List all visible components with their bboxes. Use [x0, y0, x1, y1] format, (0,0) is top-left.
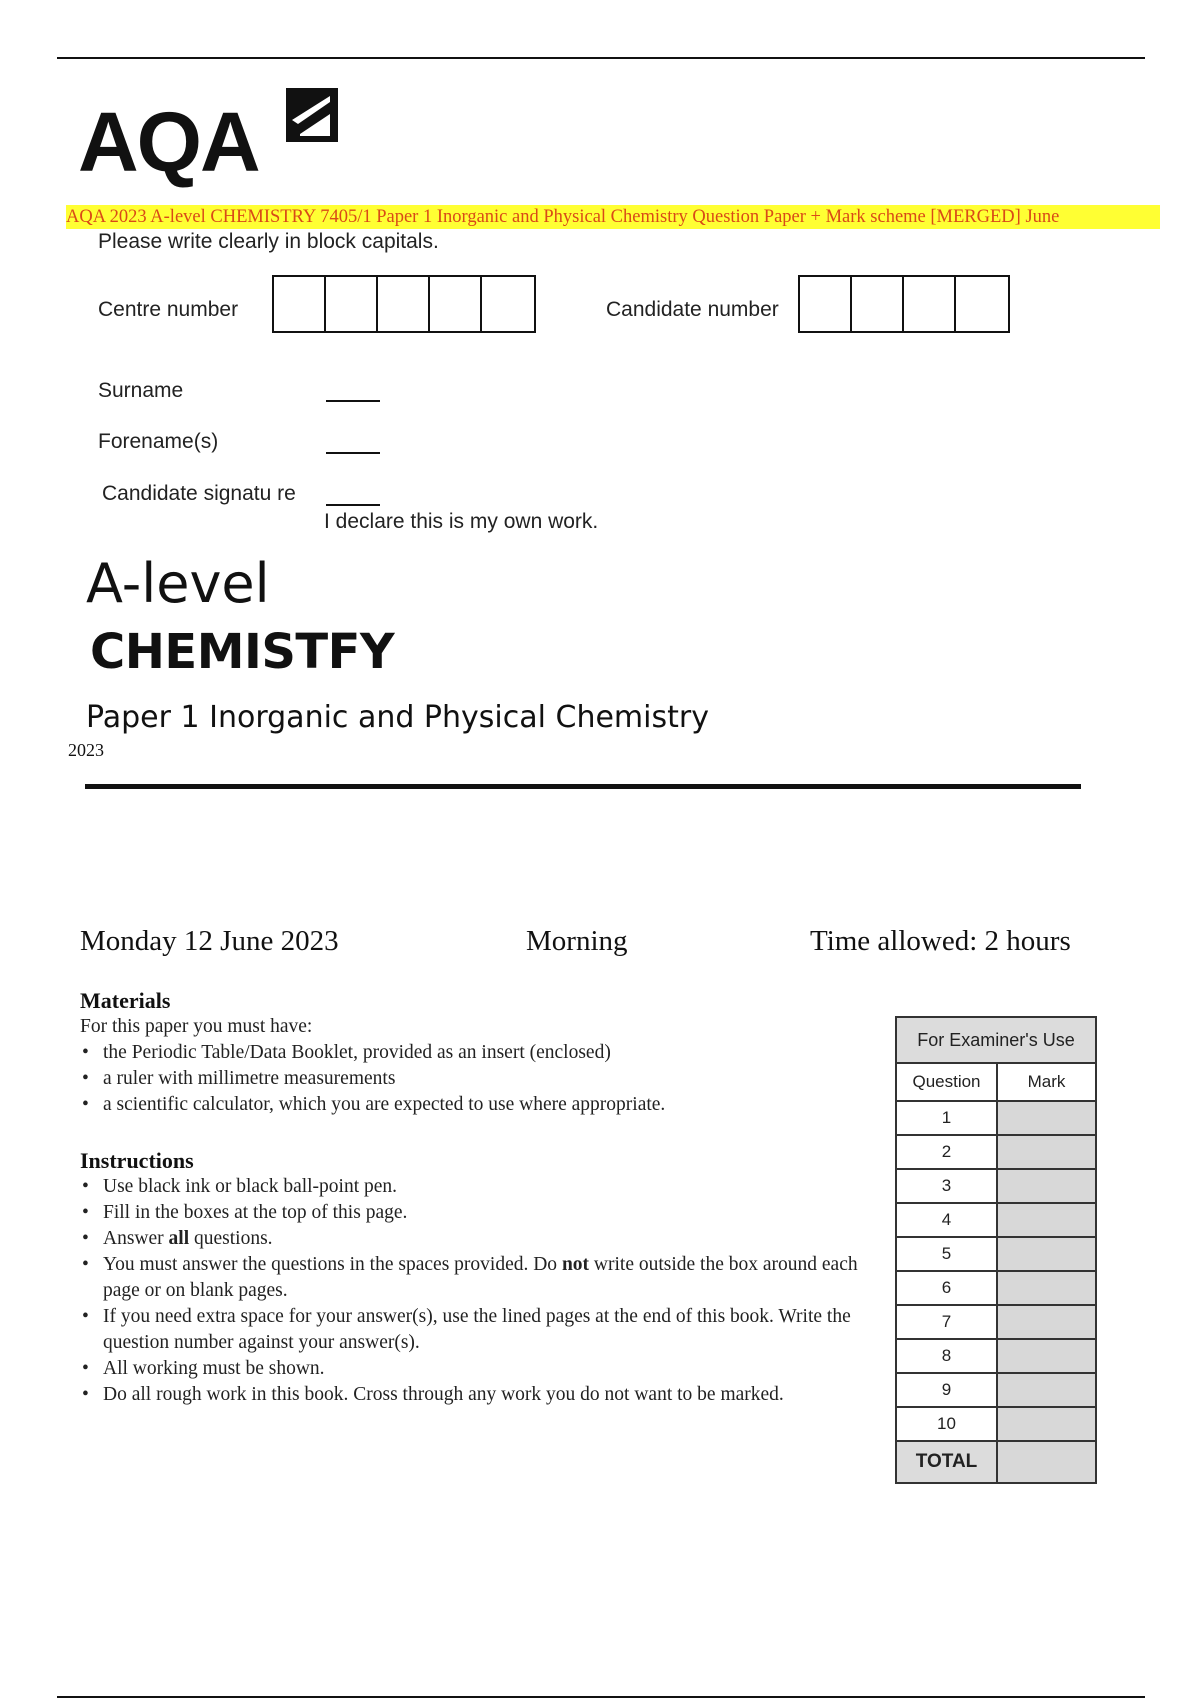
title-divider	[85, 784, 1081, 789]
candidate-number-box[interactable]	[904, 277, 956, 331]
mark-cell	[997, 1305, 1096, 1339]
materials-intro: For this paper you must have:	[80, 1016, 313, 1037]
mark-cell	[997, 1203, 1096, 1237]
examiners-use-title: For Examiner's Use	[896, 1017, 1096, 1063]
aqa-logo-text: AQA	[78, 95, 259, 189]
question-number: 7	[896, 1305, 997, 1339]
centre-number-label: Centre number	[98, 298, 239, 321]
materials-list	[80, 1040, 880, 1118]
aqa-logo-mark-icon	[284, 86, 340, 144]
mark-cell	[997, 1237, 1096, 1271]
mark-cell	[997, 1407, 1096, 1441]
centre-number-box[interactable]	[482, 277, 534, 331]
instructions-list	[80, 1174, 860, 1408]
list-item: • the Periodic Table/Data Booklet, provided as an insert (enclosed)	[80, 1040, 880, 1066]
mark-cell	[997, 1271, 1096, 1305]
qualification-level: A-level	[86, 552, 270, 615]
mark-cell	[997, 1101, 1096, 1135]
surname-field[interactable]	[326, 400, 380, 402]
instructions-heading: Instructions	[80, 1148, 194, 1173]
signature-label: Candidate signatu re	[102, 482, 296, 505]
centre-number-box[interactable]	[326, 277, 378, 331]
instructions-section	[80, 1148, 860, 1408]
bottom-rule	[57, 1696, 1145, 1698]
centre-number-box[interactable]	[430, 277, 482, 331]
question-number: 2	[896, 1135, 997, 1169]
aqa-logo	[78, 86, 348, 189]
forenames-field[interactable]	[326, 452, 380, 454]
question-number: 5	[896, 1237, 997, 1271]
document-title-banner: AQA 2023 A-level CHEMISTRY 7405/1 Paper 1 Inorganic and Physical Chemistry Question Paper + Mark scheme [MERGED] June	[66, 205, 1160, 229]
surname-label: Surname	[98, 379, 184, 402]
question-number: 8	[896, 1339, 997, 1373]
centre-number-box[interactable]	[274, 277, 326, 331]
list-item: • Use black ink or black ball-point pen.	[80, 1174, 860, 1200]
centre-number-boxes[interactable]	[272, 275, 536, 333]
total-label: TOTAL	[896, 1441, 997, 1483]
examiners-use-table	[895, 1016, 1097, 1484]
top-rule	[57, 57, 1145, 59]
question-number: 1	[896, 1101, 997, 1135]
mark-cell	[997, 1135, 1096, 1169]
centre-number-box[interactable]	[378, 277, 430, 331]
mark-cell	[997, 1339, 1096, 1373]
mark-cell	[997, 1373, 1096, 1407]
candidate-number-box[interactable]	[800, 277, 852, 331]
list-item: • You must answer the questions in the spaces provided. Do not write outside the box around each page or on blank pages.	[80, 1252, 860, 1304]
declaration-text: I declare this is my own work.	[324, 510, 599, 533]
exam-session: Morning	[526, 925, 628, 957]
time-allowed: Time allowed: 2 hours	[810, 925, 1071, 957]
question-number: 10	[896, 1407, 997, 1441]
question-number: 9	[896, 1373, 997, 1407]
mark-cell	[997, 1169, 1096, 1203]
total-mark-cell	[997, 1441, 1096, 1483]
list-item: • a ruler with millimetre measurements	[80, 1066, 880, 1092]
list-item: • a scientific calculator, which you are expected to use where appropriate.	[80, 1092, 880, 1118]
list-item: • Fill in the boxes at the top of this page.	[80, 1200, 860, 1226]
candidate-number-box[interactable]	[852, 277, 904, 331]
subject-title: CHEMISTFY	[90, 624, 395, 680]
list-item: • Do all rough work in this book. Cross through any work you do not want to be marked.	[80, 1382, 860, 1408]
forenames-label: Forename(s)	[98, 430, 219, 453]
paper-year: 2023	[68, 740, 104, 760]
list-item: • All working must be shown.	[80, 1356, 860, 1382]
list-item: • If you need extra space for your answer(s), use the lined pages at the end of this book. Write the question number against your answer(s).	[80, 1304, 860, 1356]
exam-date: Monday 12 June 2023	[80, 925, 339, 957]
question-number: 3	[896, 1169, 997, 1203]
paper-title: Paper 1 Inorganic and Physical Chemistry	[86, 700, 709, 735]
mark-column-header: Mark	[997, 1063, 1096, 1101]
signature-field[interactable]	[326, 504, 380, 506]
candidate-number-box[interactable]	[956, 277, 1008, 331]
materials-section	[80, 988, 880, 1118]
candidate-number-boxes[interactable]	[798, 275, 1010, 333]
list-item: • Answer all questions.	[80, 1226, 860, 1252]
candidate-number-label: Candidate number	[606, 298, 779, 321]
question-column-header: Question	[896, 1063, 997, 1101]
question-number: 4	[896, 1203, 997, 1237]
block-capitals-instruction: Please write clearly in block capitals.	[98, 230, 439, 253]
question-number: 6	[896, 1271, 997, 1305]
materials-heading: Materials	[80, 988, 171, 1013]
